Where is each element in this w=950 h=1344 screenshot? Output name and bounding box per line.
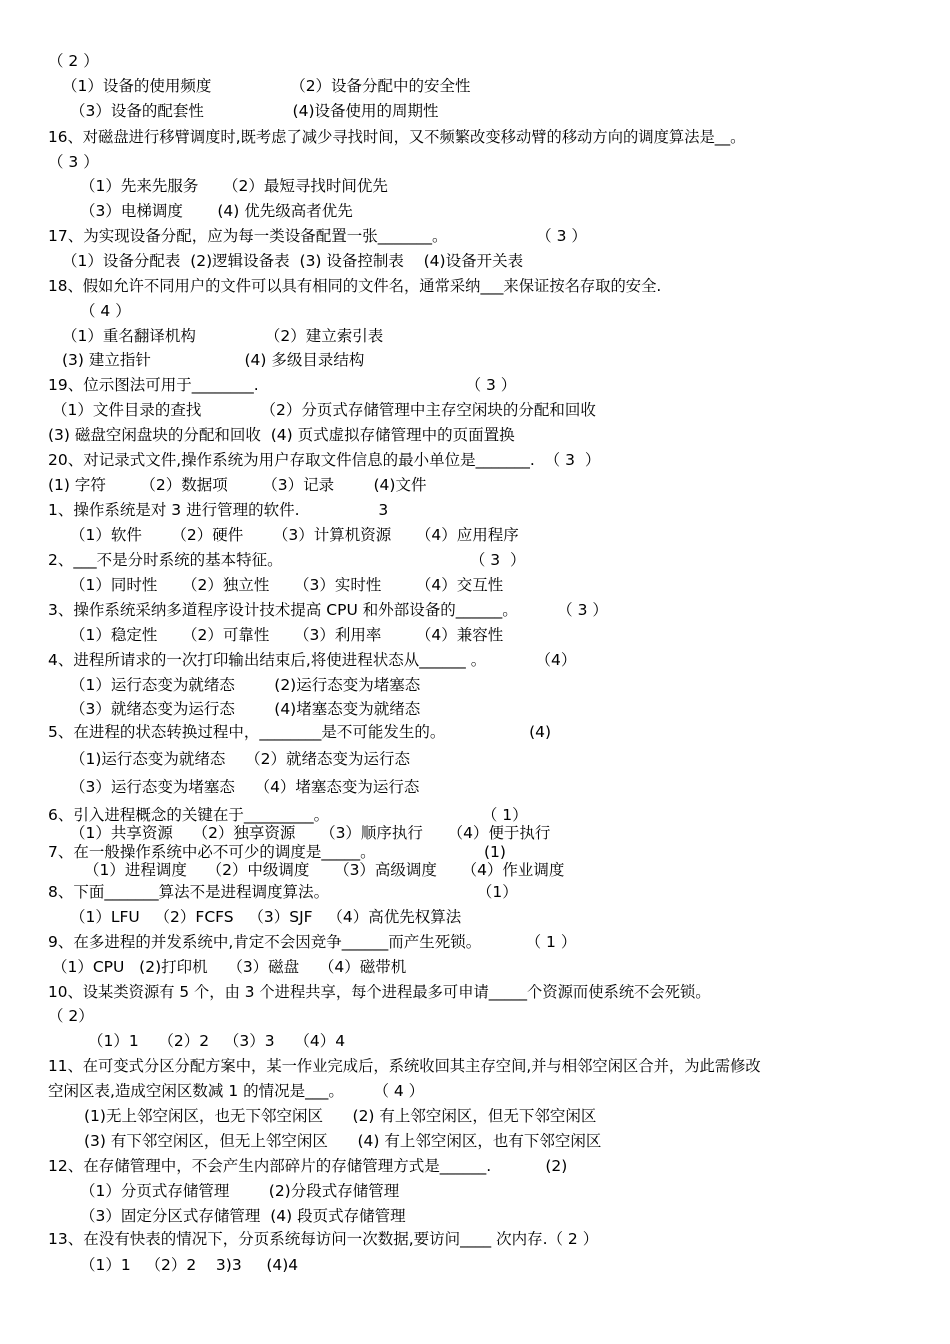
text-line: （3）设备的配套性 (4)设备使用的周期性 <box>70 102 439 120</box>
text-line: 17、为实现设备分配，应为每一类设备配置一张_______。 （ 3 ） <box>48 227 587 245</box>
text-line: （1）LFU （2）FCFS （3）SJF （4）高优先权算法 <box>70 908 462 926</box>
text-line: （ 4 ） <box>80 302 131 320</box>
text-line: 5、在进程的状态转换过程中，________是不可能发生的。 (4) <box>48 723 552 741</box>
text-line: （1）同时性 （2）独立性 （3）实时性 （4）交互性 <box>70 576 504 594</box>
text-line: (3) 磁盘空闲盘块的分配和回收 (4) 页式虚拟存储管理中的页面置换 <box>48 426 515 444</box>
text-line: （1）软件 （2）硬件 （3）计算机资源 （4）应用程序 <box>70 526 519 544</box>
text-line: （1）设备的使用频度 （2）设备分配中的安全性 <box>62 77 471 95</box>
text-line: 10、设某类资源有 5 个，由 3 个进程共享，每个进程最多可申请_____个资源而使系统不会死锁。 <box>48 983 711 1001</box>
text-line: 12、在存储管理中，不会产生内部碎片的存储管理方式是______. (2) <box>48 1157 568 1175</box>
text-line: （1）共享资源 （2）独享资源 （3）顺序执行 （4）便于执行 <box>70 824 551 842</box>
text-line: （3）固定分区式存储管理 (4) 段页式存储管理 <box>80 1207 406 1225</box>
text-line: （3）就绪态变为运行态 (4)堵塞态变为就绪态 <box>70 700 421 718</box>
text-line: (3) 有下邻空闲区，但无上邻空闲区 (4) 有上邻空闲区，也有下邻空闲区 <box>84 1132 602 1150</box>
text-line: （ 3 ） <box>48 153 99 171</box>
text-line: （1）CPU (2)打印机 （3）磁盘 （4）磁带机 <box>52 958 407 976</box>
text-line: 16、对磁盘进行移臂调度时,既考虑了减少寻找时间，又不频繁改变移动臂的移动方向的调度算法是__。 <box>48 128 746 146</box>
text-line: 13、在没有快表的情况下，分页系统每访问一次数据,要访问____ 次内存.（ 2 ） <box>48 1230 599 1248</box>
text-line: 空闲区表,造成空闲区数减 1 的情况是___。 （ 4 ） <box>48 1082 425 1100</box>
text-line: （ 2 ） <box>48 52 99 70</box>
text-line: 1、操作系统是对 3 进行管理的软件. 3 <box>48 501 389 519</box>
text-line: 19、位示图法可用于________. （ 3 ） <box>48 376 517 394</box>
text-line: （1）文件目录的查找 （2）分页式存储管理中主存空闲块的分配和回收 <box>52 401 596 419</box>
text-line: （1）1 （2）2 3)3 (4)4 <box>80 1256 299 1274</box>
text-line: （3）电梯调度 (4) 优先级高者优先 <box>80 202 353 220</box>
text-line: （1）先来先服务 （2）最短寻找时间优先 <box>80 177 388 195</box>
text-line: (1) 字符 （2）数据项 （3）记录 (4)文件 <box>48 476 427 494</box>
text-line: 8、下面_______算法不是进程调度算法。 （1） <box>48 883 518 901</box>
text-line: （1）稳定性 （2）可靠性 （3）利用率 （4）兼容性 <box>70 626 504 644</box>
text-line: 6、引入进程概念的关键在于_________。 （ 1） <box>48 806 528 824</box>
text-line: 11、在可变式分区分配方案中，某一作业完成后，系统收回其主存空间,并与相邻空闲区合并，为此需修改 <box>48 1057 761 1075</box>
text-line: （3）运行态变为堵塞态 （4）堵塞态变为运行态 <box>70 778 420 796</box>
text-line: （1）1 （2）2 （3）3 （4）4 <box>88 1032 346 1050</box>
text-line: （ 2） <box>48 1007 94 1025</box>
text-line: （1）进程调度 （2）中级调度 （3）高级调度 （4）作业调度 <box>84 861 565 879</box>
text-line: 18、假如允许不同用户的文件可以具有相同的文件名，通常采纳___来保证按名存取的安全. <box>48 277 662 295</box>
text-line: 9、在多进程的并发系统中,肯定不会因竞争______而产生死锁。 （ 1 ） <box>48 933 577 951</box>
text-line: 20、对记录式文件,操作系统为用户存取文件信息的最小单位是_______. （ 3 ） <box>48 451 601 469</box>
text-line: 2、___不是分时系统的基本特征。 （ 3 ） <box>48 551 526 569</box>
text-line: （1）重名翻译机构 （2）建立索引表 <box>62 327 384 345</box>
text-line: 4、进程所请求的一次打印输出结束后,将使进程状态从______ 。 （4） <box>48 651 577 669</box>
text-line: （1）运行态变为就绪态 (2)运行态变为堵塞态 <box>70 676 421 694</box>
text-line: (1)无上邻空闲区，也无下邻空闲区 (2) 有上邻空闲区，但无下邻空闲区 <box>84 1107 597 1125</box>
text-line: 7、在一般操作系统中必不可少的调度是_____。 (1) <box>48 843 506 861</box>
text-line: （1）分页式存储管理 (2)分段式存储管理 <box>80 1182 400 1200</box>
text-line: 3、操作系统采纳多道程序设计技术提高 CPU 和外部设备的______。 （ 3 ） <box>48 601 608 619</box>
text-line: (3) 建立指针 (4) 多级目录结构 <box>62 351 365 369</box>
text-line: （1)运行态变为就绪态 （2）就绪态变为运行态 <box>70 750 410 768</box>
text-line: （1）设备分配表 (2)逻辑设备表 (3) 设备控制表 (4)设备开关表 <box>62 252 524 270</box>
